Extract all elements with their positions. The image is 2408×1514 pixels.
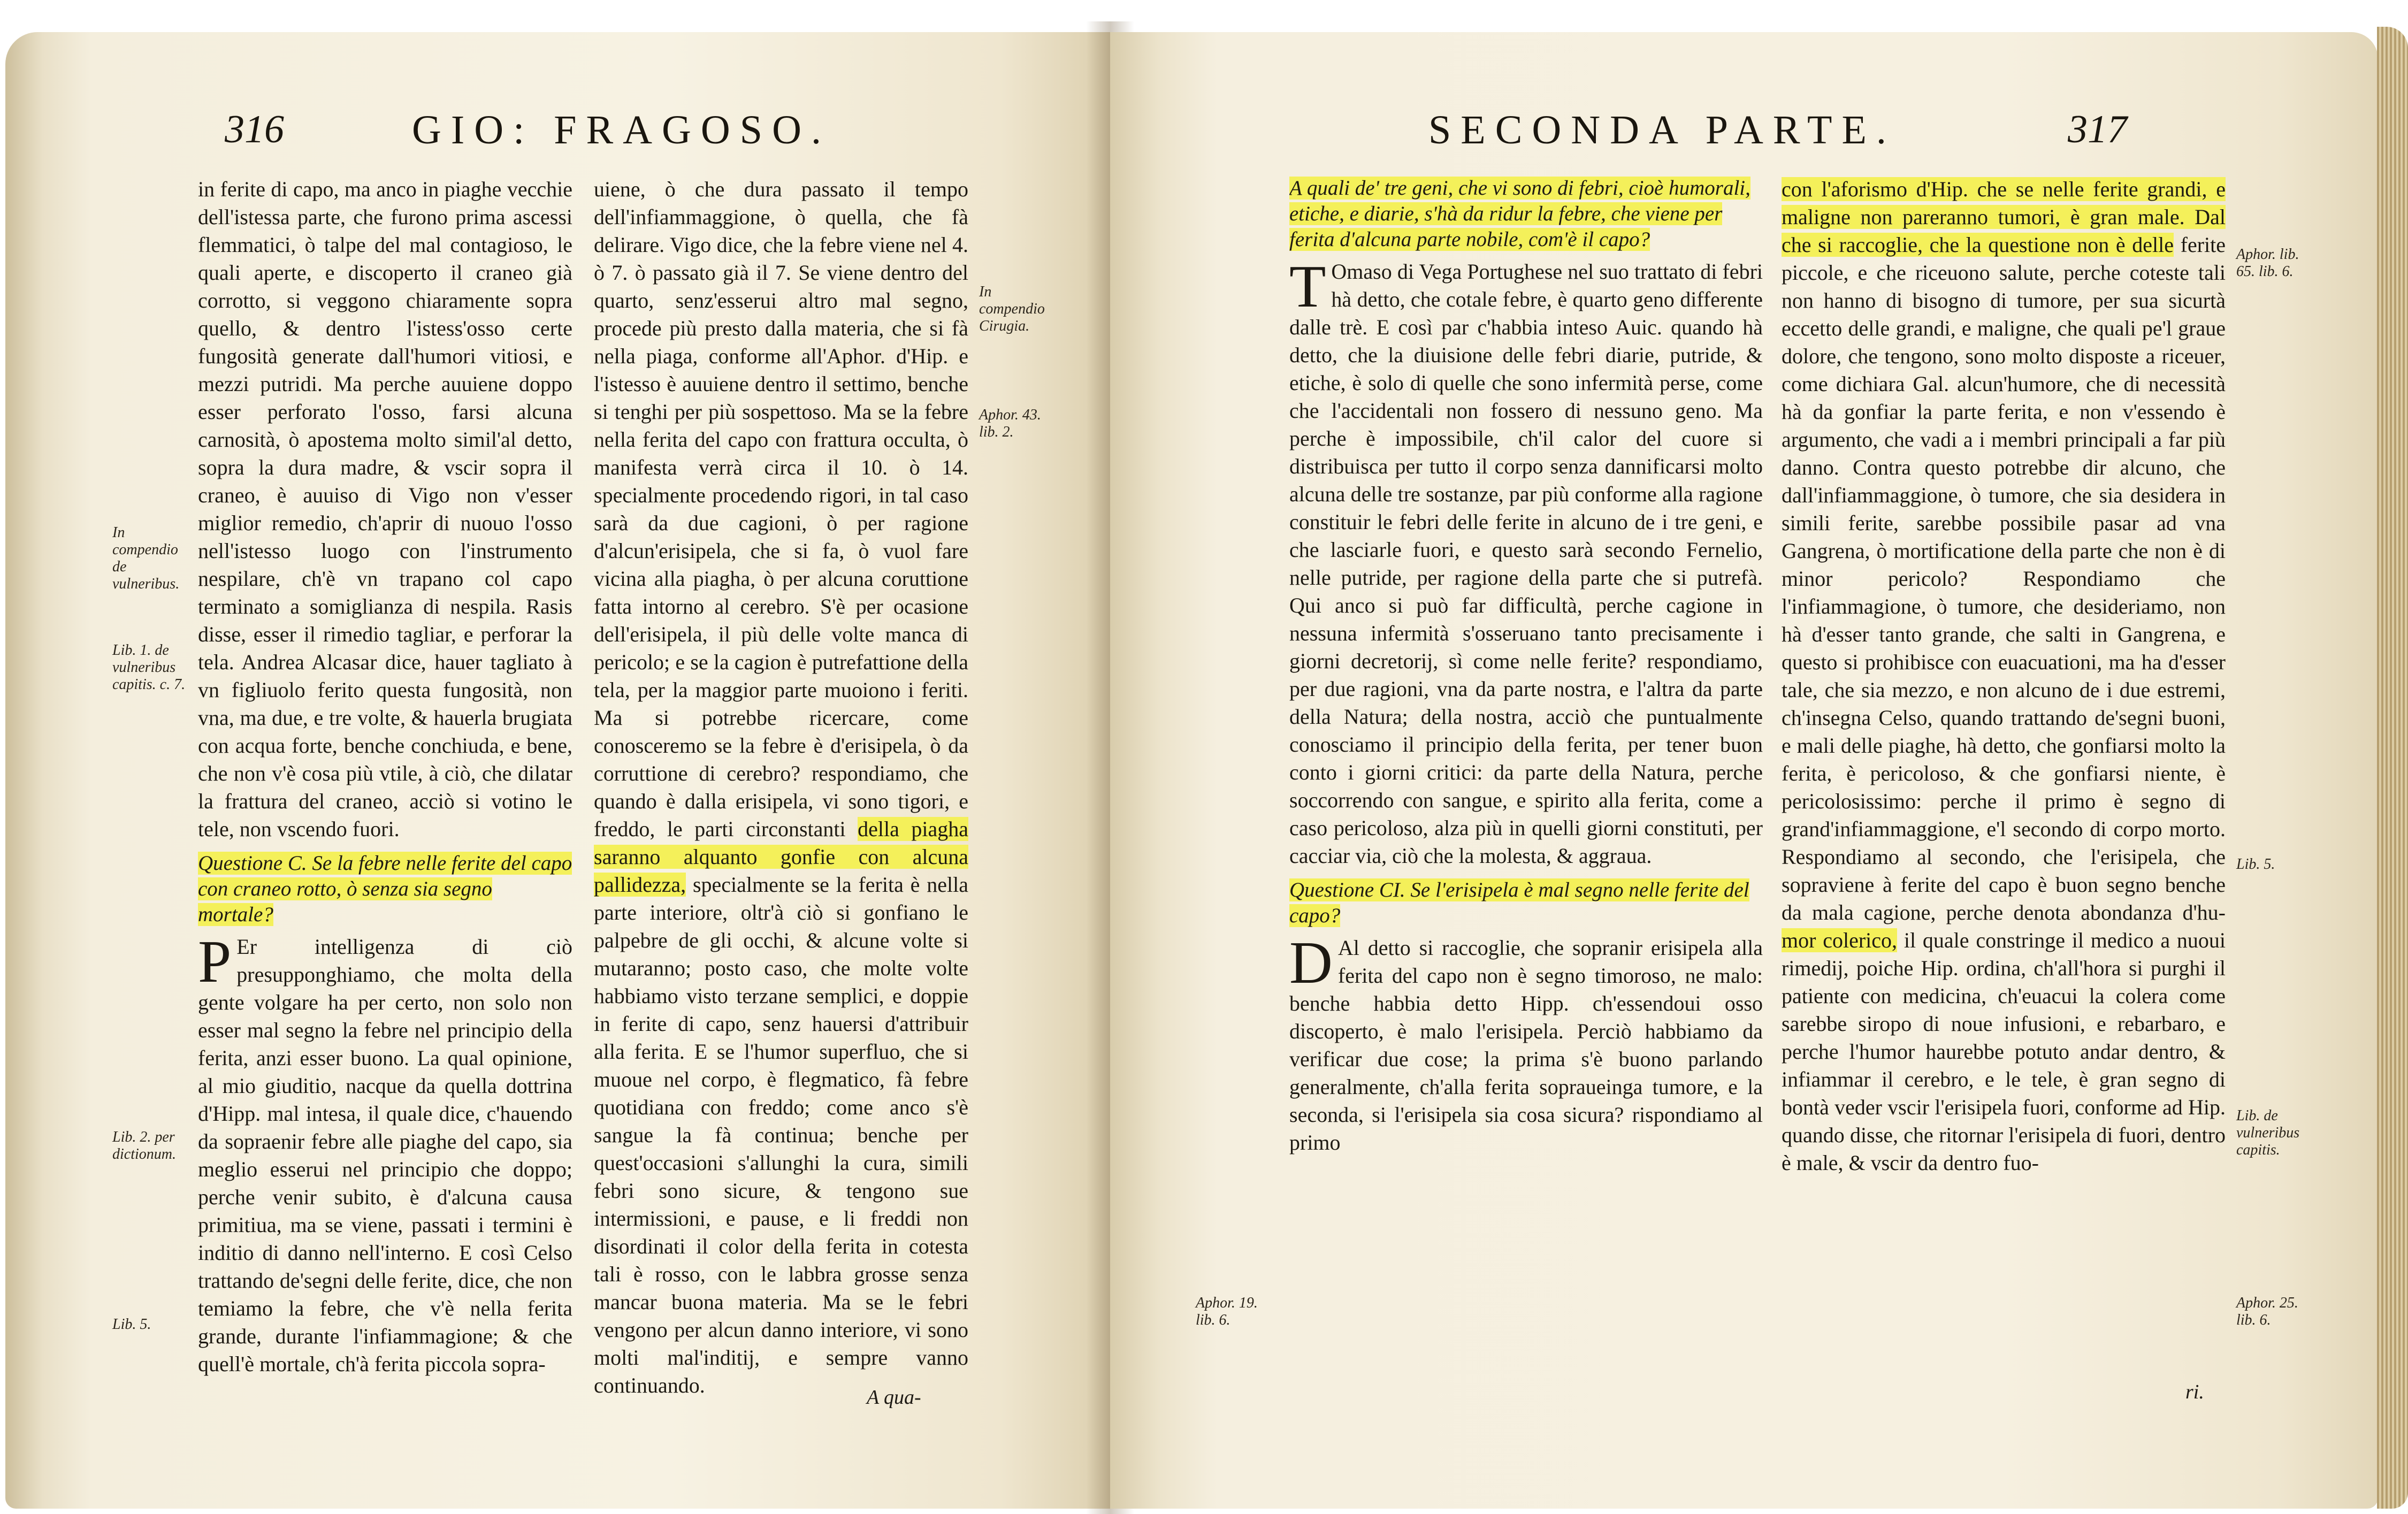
right-col2-text2: il quale constringe il medico a nuoui rimedij, poiche Hip. ordina, ch'all'hora si purghi il patiente con medicina, ch'euacui la colera come sarebbe siropo di noue infusioni, e rebarbaro, e perche l'humor haurebbe potuto andar dentro, & infiammar il cerebro, e le tele, è gran segno di bontà veder vscir l'erisipela fuori, conforme ad Hip. quando disse, che ritornar l'erisipela di fuori, dentro è male, & vscir da dentro fuo- [1782, 928, 2226, 1175]
folio-left: 316 [225, 108, 284, 151]
running-head-left: GIO: FRAGOSO. [412, 108, 831, 152]
running-head-right: SECONDA PARTE. [1428, 108, 1896, 152]
question-ci-heading: Questione CI. Se l'erisipela è mal segno nelle ferite del capo? [1289, 878, 1749, 927]
right-col2-highlight2: mor colerico, [1782, 928, 1898, 952]
margin-note-right-5: Aphor. 19. lib. 6. [1196, 1295, 1258, 1328]
left-column-1 [198, 175, 572, 1411]
folio-right: 317 [2068, 108, 2127, 151]
right-question-heading: A quali de' tre geni, che vi sono di febri, cioè humorali, etiche, e diarie, s'hà da ridur la febre, che viene per ferita d'alcuna parte nobile, com'è il capo? [1289, 177, 1750, 251]
right-col1-body: Omaso di Vega Portughese nel suo trattato di febri hà detto, che cotale febre, è quarto geno differente dalle trè. E così par c'habbia inteso Auic. quando hà detto, che la diuisione delle febri diarie, putride, & etiche, è solo di quelle che sono infermità perse, come che l'accidentali non fossero di nessuno geno. Ma perche è impossibile, ch'il calor del cuore si distribuisca per tutto il corpo senza dannificarsi molto alcuna delle tre sostanze, par più conforme alla ragione constituir le febri delle ferite in alcuno de i tre geni, e che lasciarle fuori, e questo sarà secondo Fernelio, nelle putride, per ragione della parte che si putrefà. Qui anco si può far difficultà, perche cagione in nessuna infermità s'osseruano tanto precisamente i giorni decretorij, sì come nelle ferite? respondiamo, per due ragioni, vna da parte nostra, e l'altra da parte della Natura; della nostra, acciò che puntualmente conosciamo il principio della ferita, per tener buon conto i giorni critici: da parte della Natura, perche soccorrendo con sangue, e spirito alla ferita, come a caso pericoloso, alza più in quelli giorni constituti, per cacciar via, ciò che la molesta, & aggraua. [1289, 259, 1763, 868]
right-column-1 [1289, 175, 1763, 1411]
right-page [1110, 32, 2378, 1509]
dropcap-p: P [198, 929, 232, 995]
left-col2-highlight: della piagha saranno alquanto gonfie con alcuna pallidezza, [594, 817, 968, 897]
right-column-2 [1782, 175, 2226, 1406]
left-page [5, 32, 1110, 1509]
margin-note-left-5: Lib. 2. per dictionum. [112, 1129, 176, 1163]
margin-note-left-3: In compendio de vulneribus. [112, 524, 180, 592]
catchword-left: A qua- [867, 1386, 921, 1409]
right-col1-body2: Al detto si raccoglie, che sopranir erisipela alla ferita del capo non è segno timoroso, ne malo: benche habbia detto Hipp. ch'essendoui osso discoperto, è malo l'erisipela. Perciò habbiamo da verificar due cose; la prima s'è buono parlando generalmente, ch'alla ferita sopraueinga tumore, e la seconda, si l'erisipela sia cosa sicura? rispondiamo al primo [1289, 936, 1763, 1154]
margin-note-right-1: Aphor. lib. 65. lib. 6. [2236, 246, 2299, 280]
margin-note-right-2: Lib. 5. [2236, 856, 2275, 873]
left-col1-intro: in ferite di capo, ma anco in piaghe vecchie dell'istessa parte, che furono prima ascessi flemmatici, ò talpe del mal contagioso, le quali aperte, e discoperto il craneo già corrotto, si veggono chiaramente sopra quello, & dentro l'istess'osso certe fungosità generate dall'humori vitiosi, e mezzi putridi. Ma perche auuiene doppo esser perforato l'osso, farsi alcuna carnosità, ò apostema molto simil'al detto, sopra la dura madre, & vscir sopra il craneo, è auuiso di Vigo non v'esser miglior remedio, ch'aprir di nuouo l'osso nell'istesso luogo con l'instrumento nespilare, ch'è vn trapano col capo terminato a somiglianza di nespila. Rasis disse, esser il rimedio tagliar, e perforar la tela. Andrea Alcasar dice, hauer tagliato à vn figliuolo ferito questa fungosità, non vna, ma due, e tre volte, & hauerla brugiata con acqua forte, benche conchiuda, e bene, che non v'è cosa più vtile, à ciò, che dilatar la frattura del craneo, acciò si votino le tele, non vscendo fuori. [198, 177, 572, 841]
margin-note-left-1: In compendio Cirugia. [979, 284, 1045, 334]
margin-note-left-4: Lib. 1. de vulneribus capitis. c. 7. [112, 642, 186, 693]
dropcap-t: T [1289, 254, 1326, 320]
right-col2-text: ferite piccole, e che riceuono salute, perche coteste tali non hanno di bisogno di tumore, per sua sicurtà eccetto delle grandi, e maligne, che quali pe'l graue dolore, che tengono, sono molto disposte a riceuer, come dichiara Gal. alcun'humore, che di necessità hà da gonfiar la parte ferita, e non v'essendo è argumento, che vadi a i membri principali a far più danno. Contra questo potrebbe dir alcuno, che dall'infiammaggione, ò tumore, che sia desidera in simili ferite, sarebbe possibile pasar ad vna Gangrena, ò mortificatione della parte che non è di minor pericolo? Respondiamo che l'infiammagione, ò tumore, che desideriamo, non hà d'esser tanto grande, che salti in Gangrena, e questo si prohibisce con euacuationi, ma ha d'esser tale, che sia mezzo, e non alcuno de i due estremi, ch'insegna Celso, quando trattando de'segni buoni, e mali delle piaghe, hà detto, che gonfiarsi molto la ferita, è pericoloso, & che gonfiarsi niente, è pericolosissimo: perche il primo è segno di grand'infiammaggione, e'l secondo di corpo morto. Respondiamo al secondo, che l'erisipela, che sopraviene à ferite del capo è buon segno benche da mala cagione, perche denota abondanza d'hu- [1782, 233, 2226, 924]
left-column-2 [594, 175, 968, 1406]
left-col2-text: uiene, ò che dura passato il tempo dell'infiammaggione, ò quella, che fà delirare. Vigo dice, che la febre viene nel 4. ò 7. ò passato già il 7. Se viene dentro del quarto, senz'esserui altro mal segno, procede più presto dalla materia, che si fà nella piaga, conforme all'Aphor. d'Hip. e l'istesso è auuiene dentro il settimo, benche si tenghi per più sospettoso. Ma se la febre nella ferita del capo con frattura occulta, ò manifesta verrà circa il 10. ò 14. specialmente procedendo rigori, in tal caso sarà da due cagioni, ò per ragione d'alcun'erisipela, che si fa, ò vuol fare vicina alla piagha, ò per alcuna coruttione fatta intorno al cerebro. S'è per ocasione dell'erisipela, il più delle volte manca di pericolo; e se la cagion è putrefattione della tela, per la maggior parte muoiono i feriti. Ma si potrebbe ricercare, come conosceremo se la febre è d'erisipela, ò da corruttione di cerebro? respondiamo, che quando è dalla erisipela, vi sono tigori, e freddo, le parti circonstanti [594, 177, 968, 841]
catchword-right: ri. [2185, 1381, 2204, 1403]
margin-note-right-3: Lib. de vulneribus capitis. [2236, 1107, 2300, 1158]
right-col2-highlight: con l'aforismo d'Hip. che se nelle ferite grandi, e maligne non pareranno tumori, è gran male. Dal che si raccoglie, che la questione non è delle [1782, 177, 2226, 257]
dropcap-d: D [1289, 930, 1333, 996]
margin-note-right-4: Aphor. 25. lib. 6. [2236, 1295, 2298, 1328]
question-c-heading: Questione C. Se la febre nelle ferite del capo con craneo rotto, ò senza sia segno mortale? [198, 852, 572, 926]
margin-note-left-2: Aphor. 43. lib. 2. [979, 407, 1041, 440]
left-col2-text2: specialmente se la ferita è nella parte interiore, oltr'à ciò si gonfiano le palpebre de gli occhi, & alcune volte si mutaranno; posto caso, che molte volte habbiamo visto terzane semplici, e doppie in ferite di capo, senz hauersi d'attribuir alla ferita. E se l'humor superfluo, che si muoue nel corpo, è flegmatico, fà febre quotidiana con freddo; come anco s'è sangue la fà continua; benche per quest'occasioni s'allunghi la cura, simili febri sono sicure, & tengono sue intermissioni, e pause, e li freddi non disordinati il color della ferita in cotesta tali è rosso, con le labbra grosse senza mancar buona materia. Ma se le febri vengono per alcun danno interiore, vi sono molti mal'inditij, e sempre vanno continuando. [594, 873, 968, 1397]
page-edges [2377, 27, 2408, 1509]
left-col1-body: Er intelligenza di ciò presupponghiamo, che molta della gente volgare ha per certo, non solo non esser mal segno la febre nel principio della ferita, anzi esser buono. La qual opinione, al mio giuditio, nacque da quella dottrina d'Hipp. mal intesa, il quale dice, c'hauendo da sopraenir febre alle piaghe del capo, sia meglio esserui nel principio che doppo; perche venir subito, è d'alcuna causa primitiua, ma se viene, passati i termini è inditio di danno nell'interno. E così Celso trattando de'segni delle ferite, dice, che non temiamo la febre, che v'è nella ferita grande, durante l'infiammagione; & che quell'è mortale, ch'à ferita piccola sopra- [198, 935, 572, 1376]
margin-note-left-6: Lib. 5. [112, 1316, 151, 1333]
